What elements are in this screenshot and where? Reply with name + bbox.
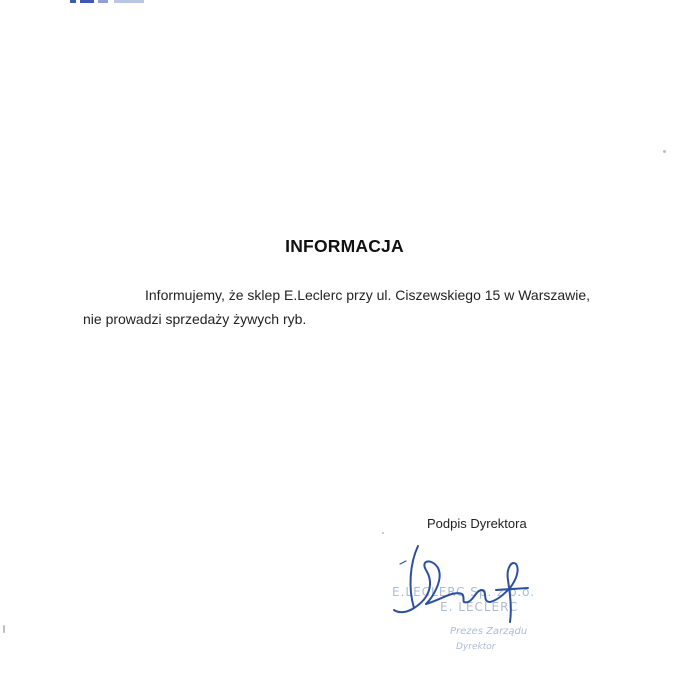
body-text-line-2: nie prowadzi sprzedaży żywych ryb. [83,311,307,327]
stamp-line-1: E.LECLERC Sp. z o.o. [392,585,536,599]
body-text-line-1: Informujemy, że sklep E.Leclerc przy ul. Ciszewskiego 15 w Warszawie, [145,287,591,303]
margin-speck [382,532,384,534]
margin-speck [663,150,666,153]
stamp-line-4: Dyrektor [456,642,496,652]
signature-label: Podpis Dyrektora [427,516,527,531]
stamp-line-2: E. LECLERC [440,600,519,614]
margin-speck [3,625,5,633]
document-title: INFORMACJA [285,236,404,256]
letterhead-fragment [70,0,170,4]
signature-and-stamp [370,528,590,658]
stamp-line-3: Prezes Zarządu [450,626,528,637]
